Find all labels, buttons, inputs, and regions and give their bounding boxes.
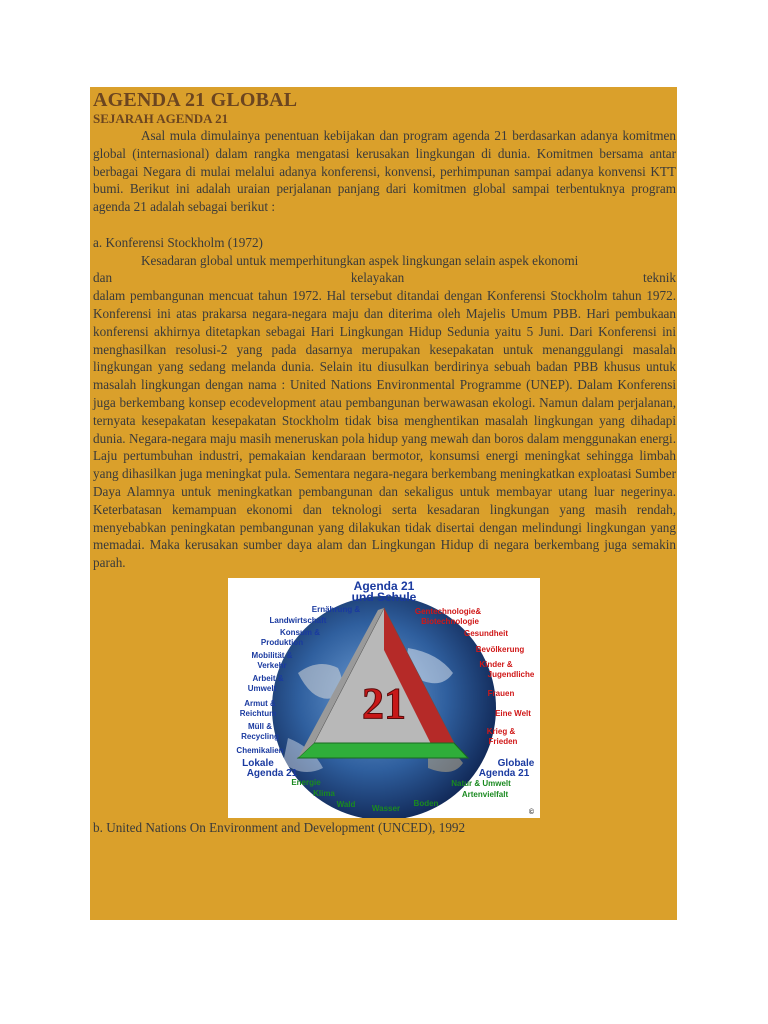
label-reichtum: Reichtum xyxy=(239,708,277,718)
word-kelayakan: kelayakan xyxy=(350,270,405,286)
label-wald: Wald xyxy=(336,799,356,809)
label-konsum: Konsum & xyxy=(280,627,320,637)
triangle-green-base xyxy=(298,743,468,758)
figure-title-2: und Schule xyxy=(351,589,417,604)
label-gentechnologie: Gentechnologie& xyxy=(414,606,482,616)
word-dan: dan xyxy=(93,270,113,286)
section-a-heading: a. Konferensi Stockholm (1972) xyxy=(93,234,263,250)
copyright-mark: © xyxy=(528,808,534,816)
label-boden: Boden xyxy=(413,798,439,808)
label-bevoelkerung: Bevölkerung xyxy=(475,644,525,654)
label-biotechnologie: Biotechnologie xyxy=(421,616,479,626)
label-globale-agenda: Agenda 21 xyxy=(478,767,530,779)
label-krieg: Krieg & xyxy=(486,726,516,736)
document-content xyxy=(93,89,676,837)
section-b-heading: b. United Nations On Environment and Development (UNCED), 1992 xyxy=(93,819,466,835)
label-lokale-agenda: Agenda 21 xyxy=(246,767,298,779)
section-subtitle: SEJARAH AGENDA 21 xyxy=(93,111,229,126)
label-eine-welt: Eine Welt xyxy=(495,708,531,718)
label-jugendliche: Jugendliche xyxy=(487,669,535,679)
label-produktion: Produktion xyxy=(260,637,304,647)
page-title: AGENDA 21 GLOBAL xyxy=(93,89,298,111)
label-ernaehrung: Ernährung & xyxy=(311,604,361,614)
label-mobilitaet: Mobilität & xyxy=(251,650,293,660)
label-globale: Globale xyxy=(497,757,535,769)
label-lokale: Lokale xyxy=(242,757,274,769)
agenda21-illustration xyxy=(228,578,540,818)
intro-paragraph: Asal mula dimulainya penentuan kebijakan dan program agenda 21 berdasarkan adanya komitmen global (internasional) dalam rangka mengatasi kerusakan lingkungan di dunia. Komitmen bersama antar berbagai Negara di mulai melalui adanya konferensi, konvensi, perhimpunan sampai adanya konvensi KTT bumi. Berikut ini adalah uraian perjalanan panjang dari komitmen global sampai terbentuknya program agenda 21 adalah sebagai berikut : xyxy=(93,128,676,215)
figure-title-1: Agenda 21 xyxy=(353,578,415,593)
agenda21-figure xyxy=(228,578,540,818)
label-armut: Armut & xyxy=(244,698,276,708)
label-recycling: Recycling xyxy=(241,731,279,741)
word-teknik: teknik xyxy=(643,270,676,286)
section-a-first-line: Kesadaran global untuk memperhitungkan aspek lingkungan selain aspek ekonomi xyxy=(141,252,579,268)
label-energie: Energie xyxy=(291,777,321,787)
label-wasser: Wasser xyxy=(371,803,401,813)
document-panel xyxy=(90,87,677,920)
section-a-second-line xyxy=(93,269,676,287)
label-landwirtschaft: Landwirtschaft xyxy=(269,615,327,625)
label-frauen: Frauen xyxy=(487,688,515,698)
label-klima: Klima xyxy=(313,788,335,798)
label-kinder: Kinder & xyxy=(479,659,513,669)
label-umwelt: Umwelt xyxy=(247,683,277,693)
center-number: 21 xyxy=(362,678,406,728)
label-natur: Natur & Umwelt xyxy=(451,778,511,788)
label-gesundheit: Gesundheit xyxy=(463,628,509,638)
label-chemikalien: Chemikalien xyxy=(236,745,284,755)
label-verkehr: Verkehr xyxy=(257,660,287,670)
label-frieden: Frieden xyxy=(488,736,518,746)
section-a-body: dalam pembangunan mencuat tahun 1972. Hal tersebut ditandai dengan Konferensi Stockholm tahun 1972. Konferensi ini atas prakarsa negara-negara maju dan diterima oleh Majelis Umum PBB. Hari pembukaan konferensi akhirnya ditetapkan sebagai Hari Lingkungan Hidup Sedunia yaitu 5 Juni. Dari Konferensi ini menghasilkan resolusi-2 yang pada dasarnya merupakan kesepakatan untuk menanggulangi masalah lingkungan yang sedang melanda dunia. Selain itu diusulkan berdirinya sebuah badan PBB khusus untuk masalah lingkungan dengan nama : United Nations Environmental Programme (UNEP). Dalam Konferensi juga berkembang konsep ecodevelopment atau pembangunan berwawasan ekologi. Namun dalam perjalanan, ternyata kesepakatan kesepakatan Stockholm tidak bisa menghentikan masalah lingkungan yang dihadapi dunia. Negara-negara maju masih meneruskan pola hidup yang mewah dan boros dalam menggunakan energi. Laju pertumbuhan industri, pemakaian kendaraan bermotor, konsumsi energi meningkat sehingga limbah yang dihasilkan juga meningkat pula. Sementara negara-negara berkembang meningkatkan exploatasi Sumber Daya Alamnya untuk meningkatkan pembangunan dan sekaligus untuk membayar utang luar negerinya. Keterbatasan kemampuan ekonomi dan teknologi serta kesadaran lingkungan yang masih rendah, menyebabkan peningkatan pembangunan yang dilakukan tidak disertai dengan melindungi lingkungan yang memadai. Maka kerusakan sumber daya alam dan Lingkungan Hidup di negara berkembang juga semakin parah. xyxy=(93,288,676,571)
label-muell: Müll & xyxy=(248,721,272,731)
label-artenvielfalt: Artenvielfalt xyxy=(461,789,509,799)
label-arbeit: Arbeit & xyxy=(252,673,284,683)
